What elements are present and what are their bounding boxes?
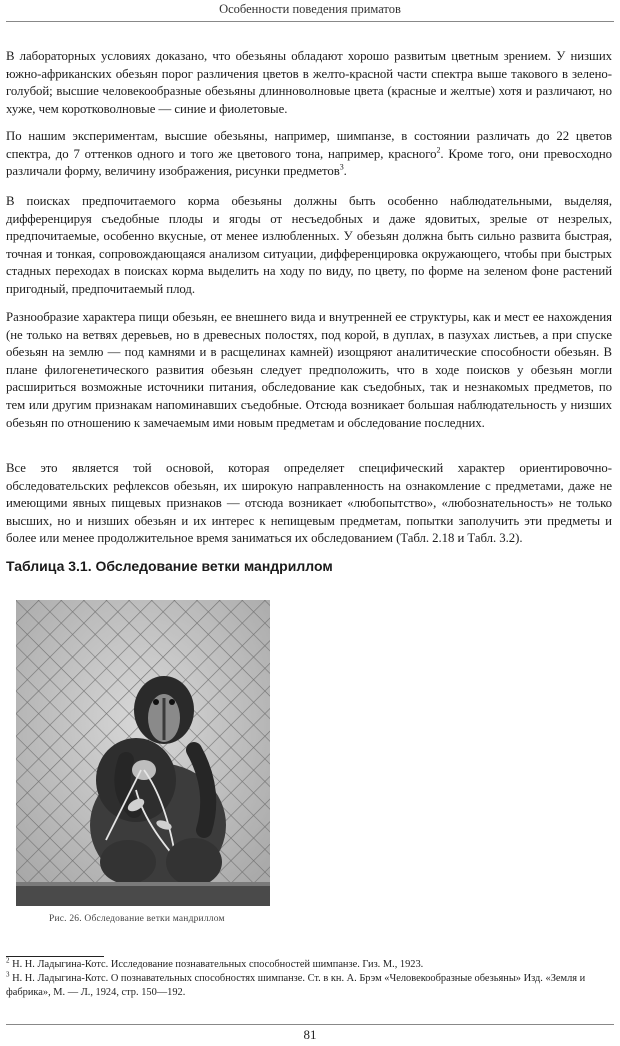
footnote-ref-3[interactable]: 3 — [339, 162, 344, 172]
paragraph-experiments — [6, 128, 612, 181]
mandrill-photo — [16, 600, 270, 906]
paragraph-experiments-text: По нашим экспериментам, высшие обезьяны, например, шимпанзе, в состоянии различать до 22 цветов спектра, до 7 оттенков одного и того же цветового тона, например, красного — [6, 129, 612, 161]
footnote-ref-2[interactable]: 2 — [436, 145, 441, 155]
running-header: Особенности поведения приматов — [219, 2, 401, 16]
page-number: 81 — [303, 1027, 317, 1042]
footnote-3 — [6, 972, 612, 1000]
paragraph-curiosity: Все это является той основой, которая определяет специфический характер ориентировочно-обследовательских рефлексов обезьян, их широкую направленность на ознакомление с предметами, даже не имеющими явных пищевых признаков — отсюда возникает «любопытство», «любознательность» не только высших, но и низших обезьян и их интерес к непищевым предметам, попытки заполучить эти предметы и более или менее продолжительное время заниматься их обследованием (Табл. 2.18 и Табл. 3.2). — [6, 461, 612, 546]
footnote-2-number: 2 — [6, 956, 10, 965]
paragraph-experiments-text-2: . Кроме того, они превосходно различали форму, величину изображения, рисунки предметов — [6, 146, 612, 179]
footnote-3-text: Н. Н. Ладыгина-Котс. О познавательных способностях шимпанзе. Ст. в кн. А. Брэм «Человекообразные обезьяны» Изд. «Земля и фабрика», М. — Л., 1924, стр. 150—192. — [6, 973, 586, 998]
paragraph-color-vision: В лабораторных условиях доказано, что обезьяны обладают хорошо развитым цветным зрением. У низших южно-африканских обезьян порог различения цветов в желто-красной части спектра выше такового в зелено-голубой; высшие человекообразные обезьяны длинноволновые цвета (красные и желтые) хотя и различают, но хуже, чем коротковолновые — синие и фиолетовые. — [6, 49, 612, 116]
mandrill-photo-graphic — [16, 600, 270, 906]
header-rule — [6, 21, 614, 22]
footnote-2-text: Н. Н. Ладыгина-Котс. Исследование познавательных способностей шимпанзе. Гиз. М., 1923. — [9, 959, 424, 970]
paragraph-food-diversity: Разнообразие характера пищи обезьян, ее внешнего вида и внутренней ее структуры, как и мест ее нахождения (не только на ветвях деревьев, но в древесных полостях, под корой, в дуплах, в пазухах листьев, а при спуске обезьян на землю — под камнями и в расщелинах камней) изощряют аналитические способности обезьян. В плане филогенетического развития обезьян следует предположить, что в ходе поисков у обезьян могли расшириться возможные источники питания, обследование как съедобных, так и незнакомых предметов, по тем или другим признакам напоминавших съедобные. Отсюда возникает большая наблюдательность у низших обезьян по отношению к замечаемым ими новым предметам и обследование последних. — [6, 310, 612, 430]
table-title: Таблица 3.1. Обследование ветки мандриллом — [6, 558, 333, 574]
footnote-rule — [6, 956, 104, 957]
paragraph-experiments-end: . — [343, 164, 347, 179]
paragraph-food-search: В поисках предпочитаемого корма обезьяны должны быть особенно наблюдательными, выделяя, дифференцируя съедобные плоды и ягоды от несъедобных и даже ядовитых, зрелые от незрелых, предпочитаемые, особенно вкусные, от менее излюбленных. У обезьян должна быть сильно развита быстрая, точная и тонкая, сопровождающаяся анализом ситуации, дифференцировка окружающего, чтобы при быстрых стадных переходах в поисках корма выделить на ходу по виду, по цвету, по форме на зеленом фоне растений пригодный, предпочитаемый плод. — [6, 194, 612, 296]
figure-caption: Рис. 26. Обследование ветки мандриллом — [49, 914, 225, 924]
footer-rule — [6, 1024, 614, 1025]
footnote-2 — [6, 958, 612, 972]
footnote-3-number: 3 — [6, 970, 10, 979]
